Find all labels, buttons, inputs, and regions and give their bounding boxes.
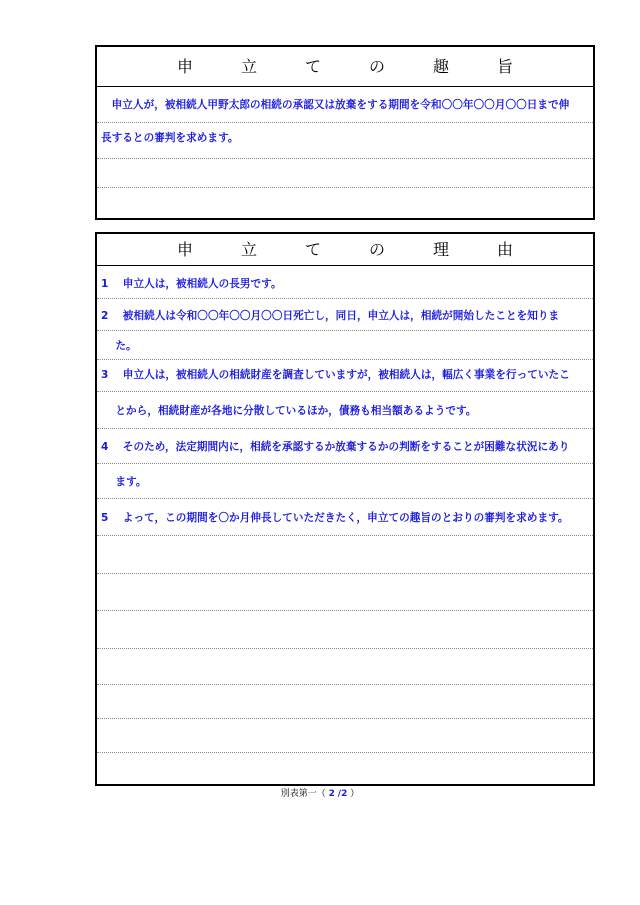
- title-char: 旨: [497, 57, 514, 76]
- purpose-line-2: 長するとの審判を求めます。: [101, 132, 239, 144]
- title-char: 理: [433, 240, 450, 259]
- footer-page-number: 2: [328, 789, 335, 799]
- reason-line-1: 1 申立人は，被相続人の長男です。: [101, 278, 282, 290]
- ruled-line: [97, 298, 593, 299]
- title-char: 立: [240, 240, 257, 259]
- petition-purpose-section: [95, 45, 595, 220]
- ruled-line: [97, 648, 593, 649]
- reason-line-8: 5 よって，この期間を〇か月伸長していただきたく，申立ての趣旨のとおりの審判を求めます。: [101, 512, 569, 524]
- ruled-line: [97, 610, 593, 611]
- reason-line-4: 3 申立人は，被相続人の相続財産を調査していますが，被相続人は，幅広く事業を行っていたこ: [101, 369, 570, 381]
- ruled-line: [97, 187, 593, 188]
- title-char: 申: [176, 57, 193, 76]
- purpose-line-1: 申立人が，被相続人甲野太郎の相続の承認又は放棄をする期間を令和〇〇年〇〇月〇〇日まで伸: [101, 99, 570, 111]
- title-char: て: [304, 57, 321, 76]
- title-char: 由: [497, 240, 514, 259]
- ruled-line: [97, 330, 593, 331]
- petition-reason-section: [95, 232, 595, 786]
- ruled-line: [97, 684, 593, 685]
- ruled-line: [97, 535, 593, 536]
- ruled-line: [97, 391, 593, 392]
- ruled-line: [97, 428, 593, 429]
- ruled-line: [97, 498, 593, 499]
- footer-suffix: ）: [350, 789, 360, 799]
- ruled-line: [97, 573, 593, 574]
- ruled-line: [97, 158, 593, 159]
- ruled-line: [97, 752, 593, 753]
- title-char: の: [369, 240, 386, 259]
- ruled-line: [97, 463, 593, 464]
- title-char: て: [304, 240, 321, 259]
- page-footer: [0, 786, 640, 799]
- reason-line-6: 4 そのため，法定期間内に，相続を承認するか放棄するかの判断をすることが困難な状況にあり: [101, 441, 570, 453]
- reason-line-2: 2 被相続人は令和〇〇年〇〇月〇〇日死亡し，同日，申立人は，相続が開始したことを知りま: [101, 310, 560, 322]
- ruled-line: [97, 122, 593, 123]
- title-char: 立: [240, 57, 257, 76]
- footer-separator: /: [337, 789, 342, 799]
- reason-line-7: ます。: [101, 476, 147, 488]
- title-char: 趣: [433, 57, 450, 76]
- reason-line-5: とから，相続財産が各地に分散しているほか，債務も相当額あるようです。: [101, 405, 477, 417]
- ruled-line: [97, 718, 593, 719]
- petition-purpose-title: [97, 47, 593, 87]
- footer-prefix: 別表第一（: [280, 789, 326, 799]
- title-char: の: [369, 57, 386, 76]
- reason-line-3: た。: [101, 340, 137, 352]
- ruled-line: [97, 359, 593, 360]
- footer-page-total: 2: [341, 789, 348, 799]
- title-char: 申: [176, 240, 193, 259]
- petition-reason-title: [97, 234, 593, 266]
